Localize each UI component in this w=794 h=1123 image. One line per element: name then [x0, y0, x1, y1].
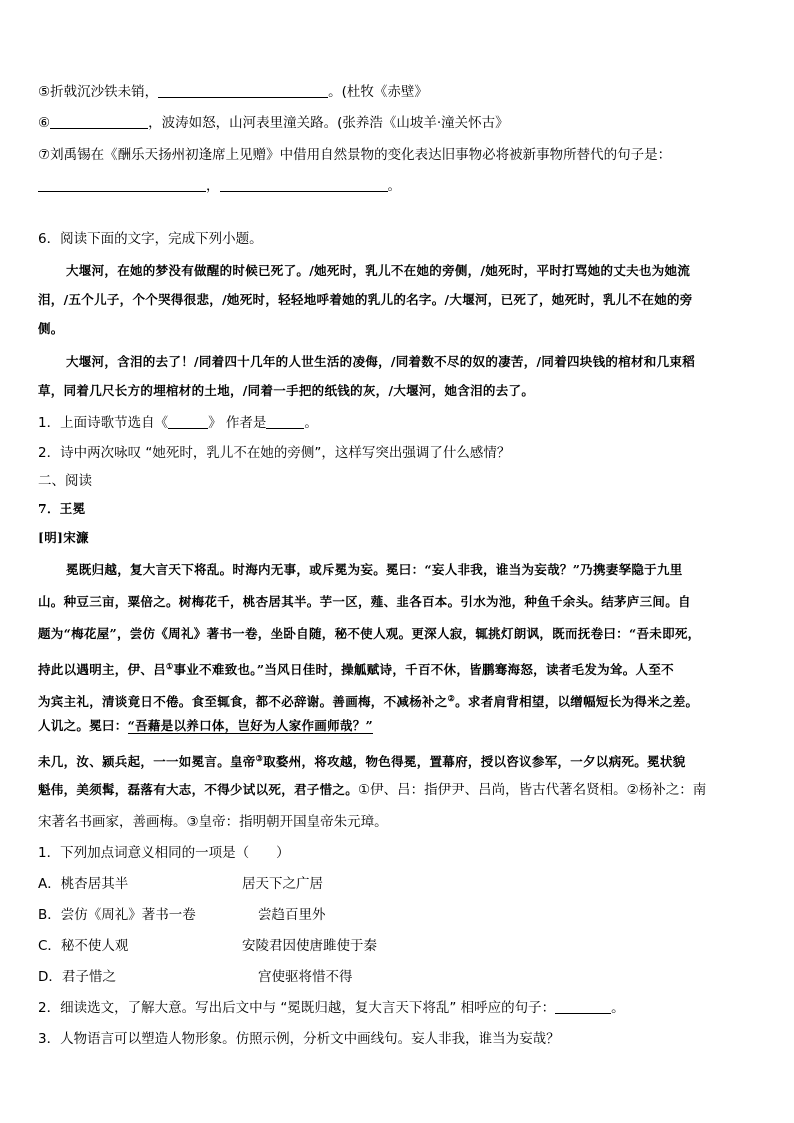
option-c[interactable]	[38, 936, 377, 956]
q7-title: 7．王冕	[38, 501, 86, 516]
q5-line-5	[38, 82, 428, 102]
passage-line	[38, 656, 674, 680]
answer-blank[interactable]	[50, 114, 148, 129]
q5-text: 。(杜牧《赤壁》	[328, 84, 428, 100]
poem-line: 泪，/五个儿子，个个哭得很悲，/她死时，轻轻地呼着她的乳儿的名字。/大堰河，已死了，她死时，乳儿不在她的旁	[38, 292, 693, 307]
poem-line: 大堰河，含泪的去了！/同着四十几年的人世生活的凌侮，/同着数不尽的奴的凄苦，/同着四块钱的棺材和几束稻	[66, 354, 695, 369]
q6-text: 。	[304, 415, 318, 431]
option-text: C．秘不使人观	[38, 938, 129, 954]
passage-line	[38, 716, 373, 736]
q7-sub-2	[38, 998, 625, 1018]
q6-text: 》 作者是	[208, 415, 267, 431]
answer-blank[interactable]	[158, 83, 328, 98]
q5-text: ，波涛如怒，山河表里潼关路。(张养浩《山坡羊·潼关怀古》	[148, 115, 509, 131]
footnote-mark: ③	[255, 753, 264, 763]
q5-text: ，	[206, 178, 220, 194]
answer-blank[interactable]	[38, 177, 206, 192]
answer-blank[interactable]	[220, 177, 388, 192]
section-title: 二、阅读	[38, 473, 92, 489]
passage-text: 取婺州，将攻越，物色得冕，置幕府，授以咨议参军，一夕以病死。冕状貌	[263, 754, 686, 770]
answer-blank[interactable]	[168, 414, 208, 429]
q5-line-7: ⑦刘禹锡在《酬乐天扬州初逢席上见赠》中借用自然景物的变化表达旧事物必将被新事物所替代的句子是：	[38, 147, 672, 163]
footnotes: ①伊、吕：指伊尹、吕尚，皆古代著名贤相。②杨补之：南	[358, 782, 707, 798]
option-text: A．桃杏居其半	[38, 876, 129, 892]
passage-text: 事业不难致也。”当风日佳时，操觚赋诗，千百不休，皆鹏骞海怒，读者毛发为耸。人至不	[173, 662, 674, 678]
passage-line: 题为“梅花屋”，尝仿《周礼》著书一卷，坐卧自随，秘不使人观。更深人寂，辄挑灯朗讽，既而抚卷曰：“吾未即死，	[38, 626, 701, 641]
poem-line: 侧。	[38, 321, 64, 336]
passage-line	[38, 780, 706, 800]
option-d[interactable]	[38, 967, 353, 987]
answer-blank[interactable]	[266, 414, 304, 429]
q5-text: ⑥	[38, 115, 51, 131]
passage-line: 冕既归越，复大言天下将乱。时海内无事，或斥冕为妄。冕曰：“妄人非我，谁当为妄哉？”乃携妻孥隐于九里	[66, 562, 683, 577]
passage-text: 未几，汝、颍兵起，一一如冕言。皇帝	[38, 754, 256, 770]
q6-sub-1	[38, 413, 318, 433]
option-text: 居天下之广居	[242, 876, 323, 892]
option-text: 宫使驱将惜不得	[258, 969, 353, 985]
q7-text: 。	[611, 1000, 625, 1016]
q7-author: [明]宋濂	[38, 530, 89, 545]
q5-line-7-blanks	[38, 176, 401, 196]
option-text: B．尝仿《周礼》著书一卷	[38, 907, 196, 923]
q5-text: ⑤折戟沉沙铁未销，	[38, 84, 159, 100]
passage-text: 。求者肩背相望，以缯幅短长为得米之差。	[455, 694, 699, 710]
footnote-mark: ②	[447, 693, 456, 703]
q5-text: 。	[387, 178, 401, 194]
option-a[interactable]	[38, 874, 323, 894]
q7-sub-3: 3．人物语言可以塑造人物形象。仿照示例，分析文中画线句。妄人非我，谁当为妄哉？	[38, 1031, 560, 1047]
q6-text: 1．上面诗歌节选自《	[38, 415, 169, 431]
footnotes-line-2: 宋著名书画家，善画梅。③皇帝：指明朝开国皇帝朱元璋。	[38, 814, 388, 830]
q7-sub-1: 1．下列加点词意义相同的一项是（ ）	[38, 845, 290, 861]
q7-text: 2．细读选文，了解大意。写出后文中与 “冕既归越，复大言天下将乱” 相呼应的句子：	[38, 1000, 556, 1016]
option-text: 安陵君因使唐雎使于秦	[242, 938, 377, 954]
q6-header: 6．阅读下面的文字，完成下列小题。	[38, 231, 263, 247]
passage-line	[38, 748, 686, 772]
underlined-sentence: “吾藉是以养口体，岂好为人家作画师哉？”	[127, 718, 373, 733]
option-text: D．君子惜之	[38, 969, 116, 985]
footnote-mark: ①	[166, 661, 174, 671]
passage-line	[38, 688, 698, 712]
poem-line: 大堰河，在她的梦没有做醒的时候已死了。/她死时，乳儿不在她的旁侧，/她死时，平时打骂她的丈夫也为她流	[66, 263, 691, 278]
passage-line: 山。种豆三亩，粟倍之。树梅花千，桃杏居其半。芋一区，薤、韭各百本。引水为池，种鱼千余头。结茅庐三间。自	[38, 594, 691, 609]
q6-sub-2: 2．诗中两次咏叹 “她死时，乳儿不在她的旁侧”，这样写突出强调了什么感情？	[38, 445, 511, 461]
answer-blank[interactable]	[555, 999, 611, 1014]
option-b[interactable]	[38, 905, 326, 925]
passage-text: 人讥之。冕曰：	[38, 718, 128, 733]
option-text: 尝趋百里外	[258, 907, 326, 923]
passage-text: 魁伟，美须髯，磊落有大志，不得少试以死，君子惜之。	[38, 782, 359, 797]
passage-text: 持此以遇明主，伊、吕	[38, 662, 167, 678]
q5-line-6	[38, 113, 509, 133]
passage-text: 为宾主礼，清谈竟日不倦。食至辄食，都不必辞谢。善画梅，不减杨补之	[38, 694, 448, 710]
poem-line: 草，同着几尺长方的埋棺材的土地，/同着一手把的纸钱的灰，/大堰河，她含泪的去了。	[38, 383, 535, 398]
